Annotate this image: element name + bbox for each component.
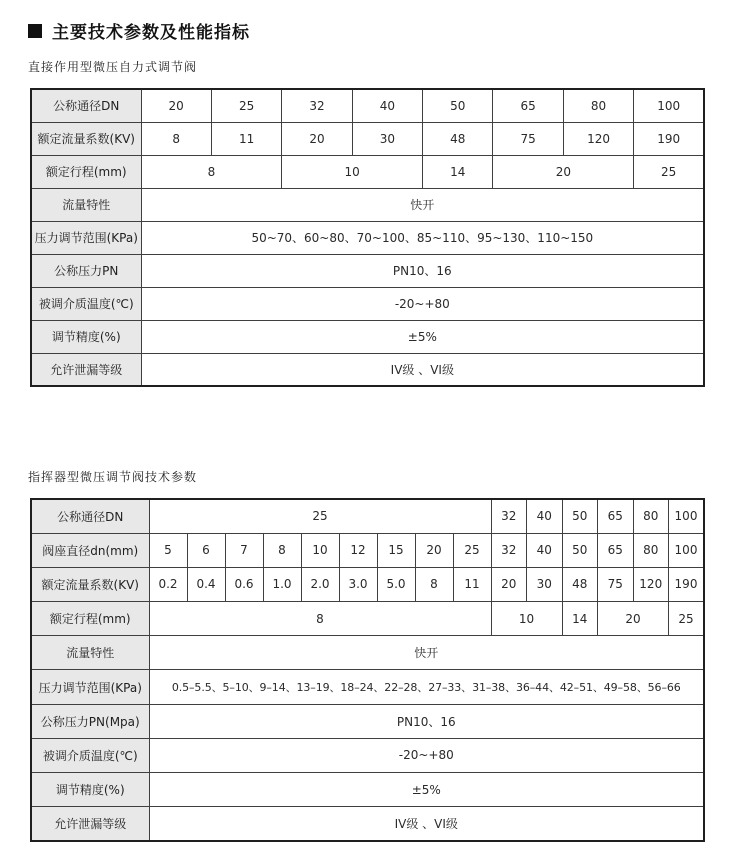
table-cell: 190 bbox=[634, 122, 704, 155]
table-cell: 14 bbox=[562, 602, 598, 636]
table-cell: 2.0 bbox=[301, 567, 339, 601]
table-cell: 75 bbox=[598, 567, 634, 601]
table-row bbox=[31, 636, 704, 670]
table-cell: 50 bbox=[562, 499, 598, 533]
row-label: 公称压力PN bbox=[31, 254, 141, 287]
table-cell: 120 bbox=[563, 122, 633, 155]
table-row bbox=[31, 188, 704, 221]
table-cell: 11 bbox=[453, 567, 491, 601]
row-label: 额定流量系数(KV) bbox=[31, 122, 141, 155]
table-cell: 8 bbox=[141, 122, 211, 155]
page-title: 主要技术参数及性能指标 bbox=[52, 23, 250, 43]
table-cell: 0.5–5.5、5–10、9–14、13–19、18–24、22–28、27–33、31–38、36–44、42–51、49–58、56–66 bbox=[149, 670, 704, 704]
row-label: 公称压力PN(Mpa) bbox=[31, 704, 149, 738]
table-cell: 0.2 bbox=[149, 567, 187, 601]
spec-table-direct-acting bbox=[30, 88, 705, 387]
table-row bbox=[31, 704, 704, 738]
table-cell: 快开 bbox=[141, 188, 704, 221]
table-cell: 65 bbox=[598, 499, 634, 533]
table-cell: 快开 bbox=[149, 636, 704, 670]
table-cell: 0.4 bbox=[187, 567, 225, 601]
row-label: 压力调节范围(KPa) bbox=[31, 221, 141, 254]
row-label: 压力调节范围(KPa) bbox=[31, 670, 149, 704]
table-cell: 20 bbox=[493, 155, 634, 188]
row-label: 公称通径DN bbox=[31, 89, 141, 122]
table-cell: ±5% bbox=[149, 773, 704, 807]
table-row bbox=[31, 670, 704, 704]
table-cell: 8 bbox=[263, 533, 301, 567]
table-cell: -20~+80 bbox=[141, 287, 704, 320]
table-cell: 14 bbox=[423, 155, 493, 188]
table-row bbox=[31, 89, 704, 122]
table-cell: IV级 、VI级 bbox=[149, 807, 704, 841]
table-cell: 32 bbox=[491, 533, 527, 567]
table-row bbox=[31, 773, 704, 807]
table-cell: 3.0 bbox=[339, 567, 377, 601]
row-label: 流量特性 bbox=[31, 188, 141, 221]
table-cell: PN10、16 bbox=[141, 254, 704, 287]
table-cell: 30 bbox=[527, 567, 563, 601]
table-cell: 25 bbox=[634, 155, 704, 188]
table-cell: 10 bbox=[301, 533, 339, 567]
table-row bbox=[31, 533, 704, 567]
table-row bbox=[31, 807, 704, 841]
table-cell: 5.0 bbox=[377, 567, 415, 601]
table-cell: 11 bbox=[211, 122, 281, 155]
table-cell: 50 bbox=[562, 533, 598, 567]
table-row bbox=[31, 602, 704, 636]
table-cell: IV级 、VI级 bbox=[141, 353, 704, 386]
row-label: 调节精度(%) bbox=[31, 320, 141, 353]
table-cell: 10 bbox=[491, 602, 562, 636]
table-row bbox=[31, 155, 704, 188]
table-cell: 25 bbox=[149, 499, 491, 533]
table-cell: 25 bbox=[669, 602, 705, 636]
table-cell: 65 bbox=[493, 89, 563, 122]
table-row bbox=[31, 499, 704, 533]
table-cell: 20 bbox=[491, 567, 527, 601]
table-cell: 20 bbox=[282, 122, 352, 155]
row-label: 公称通径DN bbox=[31, 499, 149, 533]
row-label: 调节精度(%) bbox=[31, 773, 149, 807]
table-cell: 8 bbox=[141, 155, 282, 188]
table-cell: 30 bbox=[352, 122, 422, 155]
table-cell: 190 bbox=[669, 567, 705, 601]
table-cell: 48 bbox=[423, 122, 493, 155]
table-row bbox=[31, 320, 704, 353]
table-cell: 0.6 bbox=[225, 567, 263, 601]
table-cell: 25 bbox=[211, 89, 281, 122]
table-cell: 32 bbox=[282, 89, 352, 122]
table-cell: 50 bbox=[423, 89, 493, 122]
table-cell: 80 bbox=[633, 499, 669, 533]
table-cell: 8 bbox=[415, 567, 453, 601]
table-cell: 12 bbox=[339, 533, 377, 567]
table-cell: 40 bbox=[352, 89, 422, 122]
table-cell: 20 bbox=[141, 89, 211, 122]
table-cell: 40 bbox=[527, 533, 563, 567]
table-cell: 10 bbox=[282, 155, 423, 188]
table-cell: 7 bbox=[225, 533, 263, 567]
table-row bbox=[31, 122, 704, 155]
row-label: 阀座直径dn(mm) bbox=[31, 533, 149, 567]
table-cell: 100 bbox=[669, 499, 705, 533]
table-cell: 1.0 bbox=[263, 567, 301, 601]
table-cell: PN10、16 bbox=[149, 704, 704, 738]
table-cell: 100 bbox=[669, 533, 705, 567]
row-label: 流量特性 bbox=[31, 636, 149, 670]
table-cell: 6 bbox=[187, 533, 225, 567]
table-row bbox=[31, 738, 704, 772]
row-label: 允许泄漏等级 bbox=[31, 807, 149, 841]
table-cell: 40 bbox=[527, 499, 563, 533]
table-cell: 65 bbox=[598, 533, 634, 567]
table-row bbox=[31, 254, 704, 287]
table-row bbox=[31, 221, 704, 254]
table-cell: 75 bbox=[493, 122, 563, 155]
spec-table-pilot-operated bbox=[30, 498, 705, 842]
table-row bbox=[31, 567, 704, 601]
table-caption-pilot: 指挥器型微压调节阀技术参数 bbox=[28, 470, 198, 484]
row-label: 允许泄漏等级 bbox=[31, 353, 141, 386]
table-cell: 5 bbox=[149, 533, 187, 567]
row-label: 额定流量系数(KV) bbox=[31, 567, 149, 601]
table-cell: 20 bbox=[598, 602, 669, 636]
table-cell: 48 bbox=[562, 567, 598, 601]
table-cell: -20~+80 bbox=[149, 738, 704, 772]
section-header bbox=[28, 18, 703, 43]
table-cell: 80 bbox=[563, 89, 633, 122]
row-label: 额定行程(mm) bbox=[31, 602, 149, 636]
table-cell: 80 bbox=[633, 533, 669, 567]
section-marker-icon bbox=[28, 24, 42, 38]
table-cell: 100 bbox=[634, 89, 704, 122]
row-label: 额定行程(mm) bbox=[31, 155, 141, 188]
table-cell: 8 bbox=[149, 602, 491, 636]
table-cell: 25 bbox=[453, 533, 491, 567]
row-label: 被调介质温度(℃) bbox=[31, 287, 141, 320]
table-row bbox=[31, 287, 704, 320]
table-cell: 20 bbox=[415, 533, 453, 567]
row-label: 被调介质温度(℃) bbox=[31, 738, 149, 772]
table-row bbox=[31, 353, 704, 386]
table-cell: 15 bbox=[377, 533, 415, 567]
table-cell: 50~70、60~80、70~100、85~110、95~130、110~150 bbox=[141, 221, 704, 254]
table-caption-direct: 直接作用型微压自力式调节阀 bbox=[28, 60, 198, 74]
table-cell: ±5% bbox=[141, 320, 704, 353]
table-cell: 120 bbox=[633, 567, 669, 601]
table-cell: 32 bbox=[491, 499, 527, 533]
